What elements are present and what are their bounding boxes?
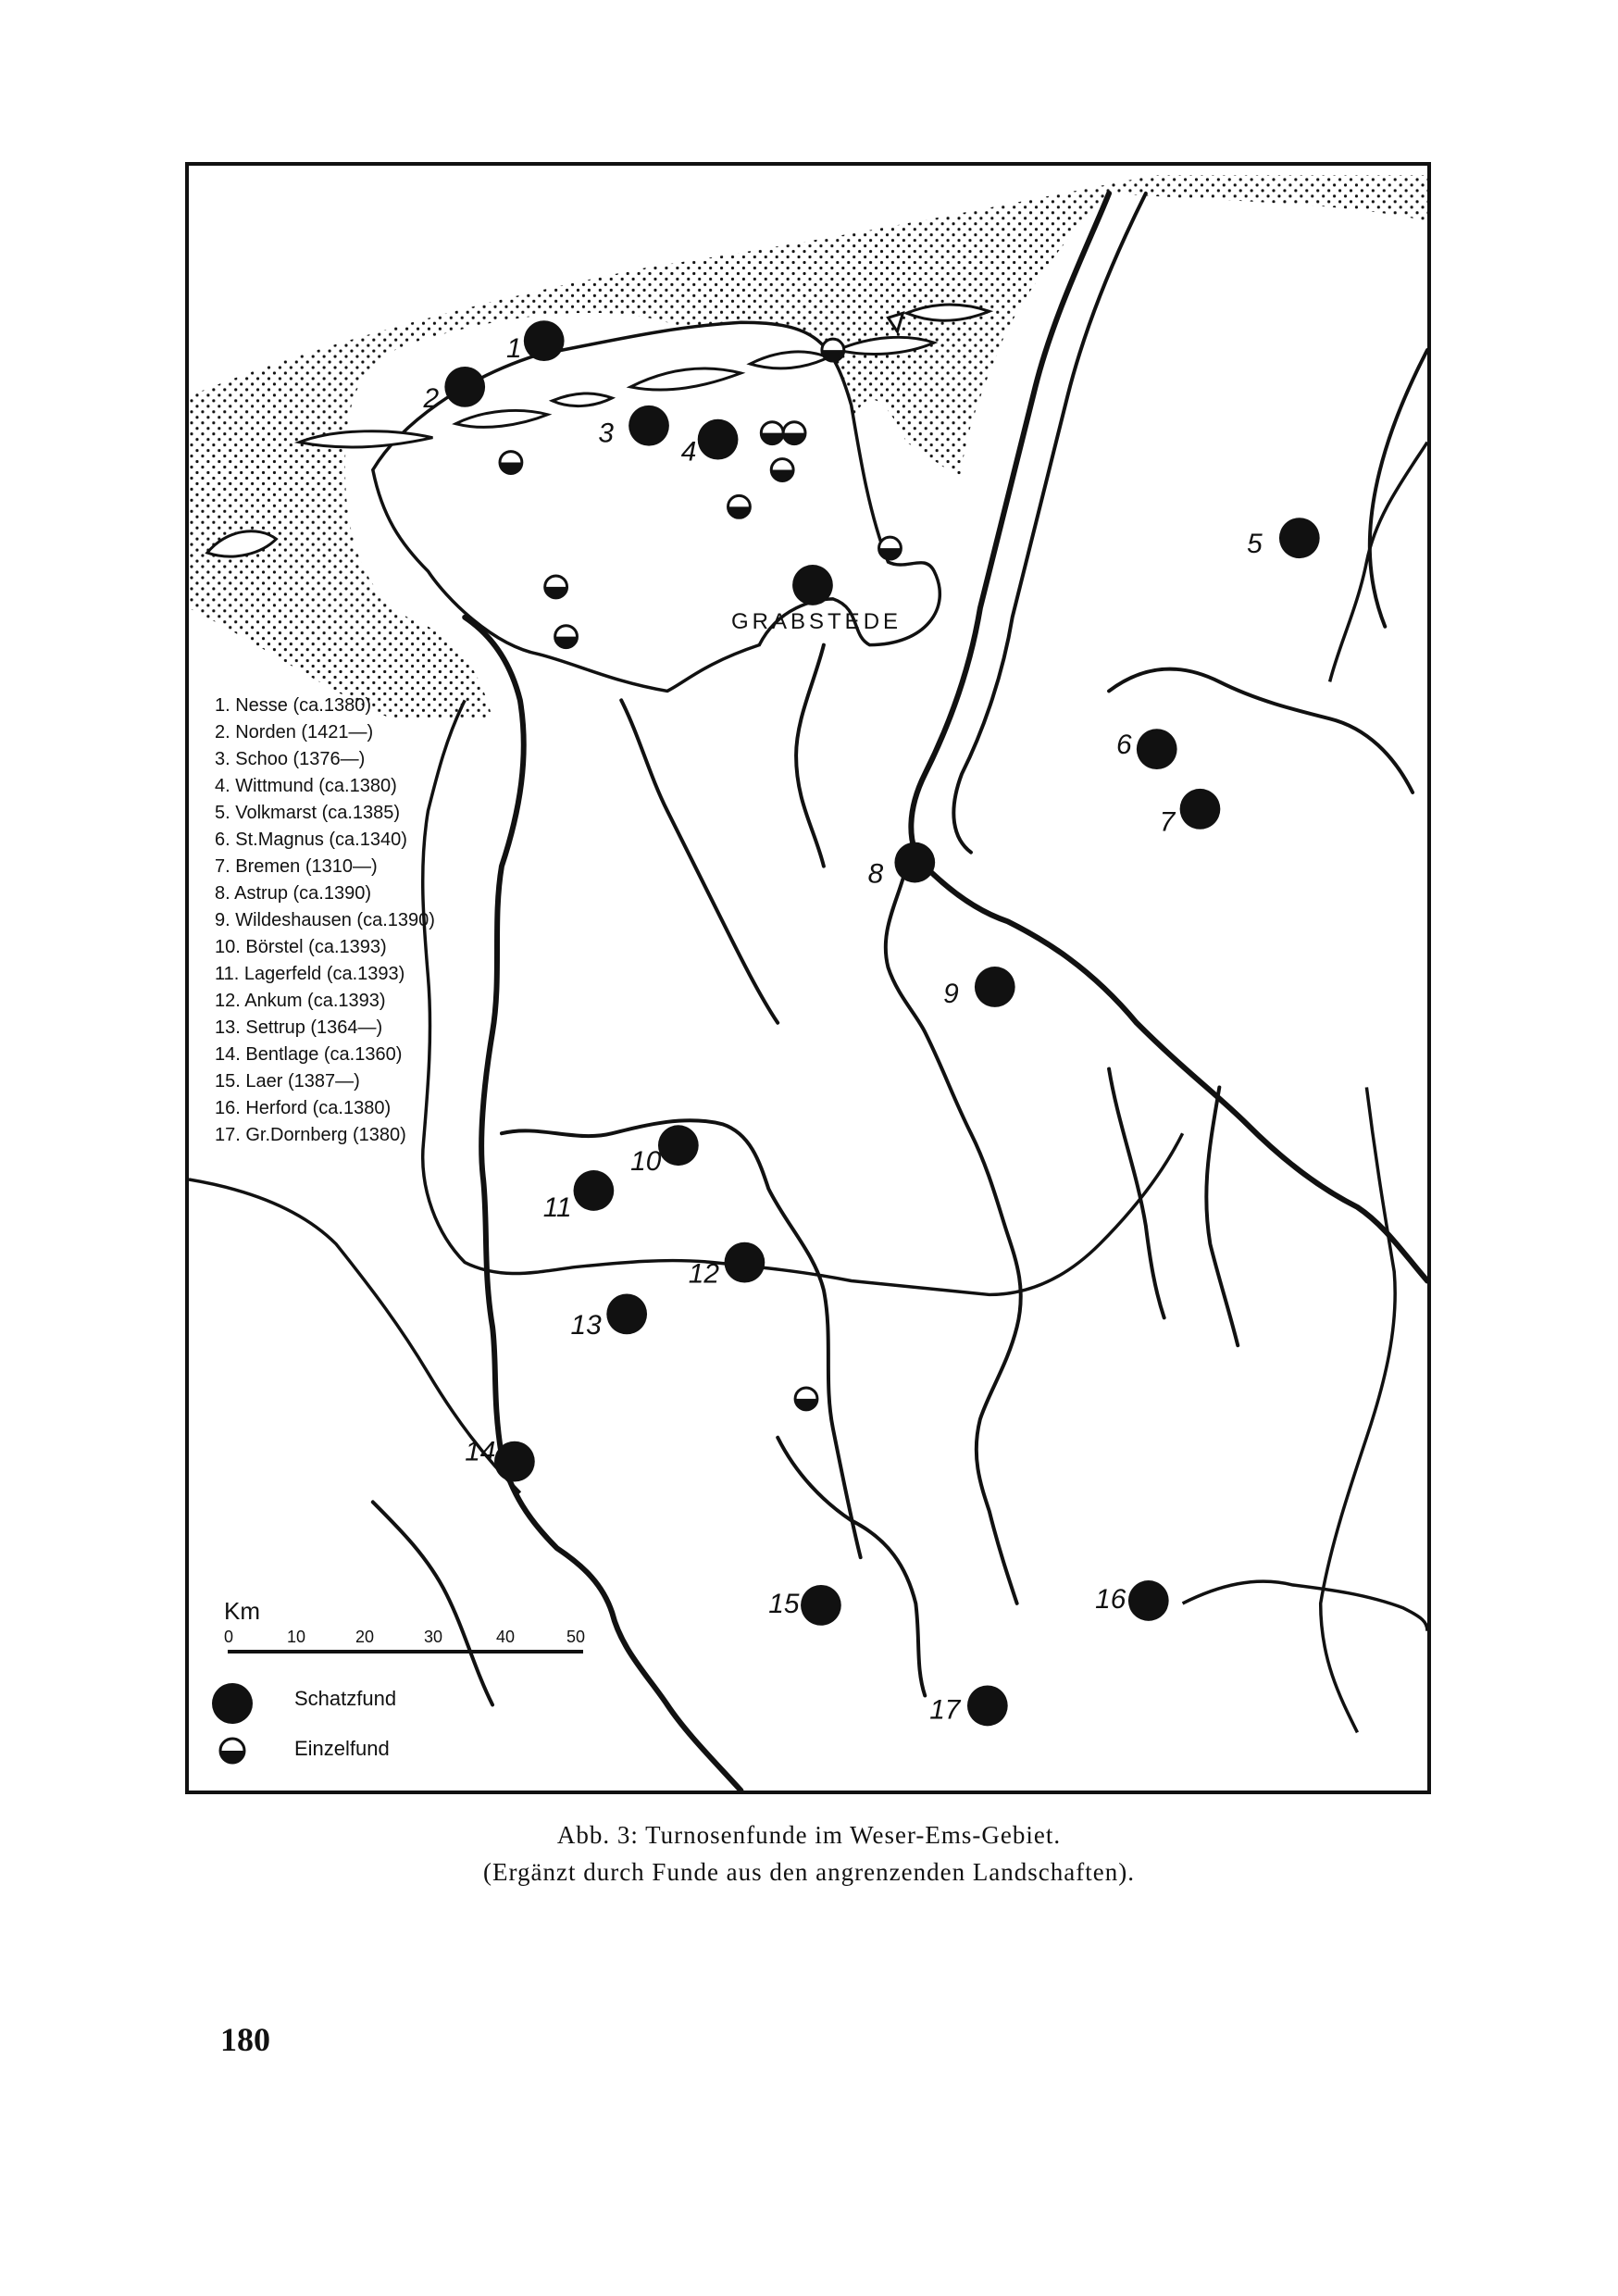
single-find-marker[interactable] [728,495,751,518]
single-find-marker[interactable] [761,422,783,444]
caption-line: (Ergänzt durch Funde aus den angrenzenden Landschaften). [483,1858,1135,1886]
marker-label: 3 [598,418,614,449]
hoard-marker[interactable] [967,1686,1008,1727]
hoard-marker[interactable] [801,1585,841,1626]
legend-item: 14. Bentlage (ca.1360) [215,1044,403,1065]
hase-river [502,1120,861,1557]
marker-label: 5 [1247,529,1263,560]
key-label-hoard: Schatzfund [294,1687,397,1710]
scale-tick: 0 [224,1628,234,1646]
legend-item: 6. St.Magnus (ca.1340) [215,830,407,850]
legend-item: 11. Lagerfeld (ca.1393) [215,964,405,984]
hoard-marker[interactable] [658,1125,699,1166]
scale-unit: Km [224,1597,260,1625]
key-label-single: Einzelfund [294,1737,390,1760]
scale-tick: 30 [424,1628,443,1646]
marker-label: 12 [688,1258,719,1290]
legend-item: 16. Herford (ca.1380) [215,1098,392,1118]
east-river [1109,1069,1164,1318]
marker-label: 17 [929,1694,961,1726]
hoard-marker[interactable] [524,320,565,361]
single-find-marker[interactable] [545,576,567,598]
marker-label: 14 [465,1436,496,1467]
marker-label: 6 [1116,730,1132,761]
hoard-marker[interactable] [698,419,739,460]
hoard-marker[interactable] [494,1441,535,1482]
southeast-border [1183,1581,1427,1631]
single-find-key-icon [217,1735,248,1766]
legend-item: 4. Wittmund (ca.1380) [215,776,397,796]
hoard-marker[interactable] [894,842,935,883]
scale-tick: 20 [355,1628,375,1646]
legend-item: 5. Volkmarst (ca.1385) [215,803,401,823]
legend-item: 10. Börstel (ca.1393) [215,937,387,957]
hoard-marker[interactable] [975,967,1015,1007]
legend-item: 12. Ankum (ca.1393) [215,991,386,1011]
figure-caption [0,1816,1618,1890]
marker-label: 10 [630,1146,662,1178]
hoard-marker[interactable] [1279,518,1320,558]
single-find-marker[interactable] [555,626,578,648]
hoard-marker[interactable] [1137,729,1177,769]
legend-item: 8. Astrup (ca.1390) [215,883,371,904]
hoard-marker[interactable] [574,1170,615,1211]
caption-line: Abb. 3: Turnosenfunde im Weser-Ems-Gebiet. [556,1821,1062,1849]
hoard-marker[interactable] [1128,1580,1169,1621]
scale-tick: 40 [496,1628,516,1646]
legend-item: 7. Bremen (1310—) [215,856,378,877]
marker-label: 8 [867,858,884,890]
hoard-marker[interactable] [1180,789,1221,830]
legend-item: 1. Nesse (ca.1380) [215,695,371,716]
single-find-marker[interactable] [822,339,844,361]
north-river [621,700,778,1022]
marker-label: 1 [505,333,522,365]
hoard-marker[interactable] [792,565,833,605]
page-number: 180 [220,2021,270,2058]
south-river [373,1502,492,1704]
place-label-grabstede: GRABSTEDE [731,609,902,634]
legend-item: 9. Wildeshausen (ca.1390) [215,910,435,930]
legend-item: 15. Laer (1387—) [215,1071,360,1092]
scale-bar [228,1650,583,1653]
marker-label: 9 [943,978,959,1009]
map-legend-list [215,693,435,1149]
hoard-marker[interactable] [629,406,669,446]
marker-label: 7 [1159,806,1176,838]
scale-tick: 50 [566,1628,586,1646]
hoard-marker[interactable] [606,1293,647,1334]
hoard-key-icon [209,1680,255,1727]
single-find-marker[interactable] [795,1388,817,1410]
marker-label: 4 [680,436,697,468]
marker-label: 11 [542,1192,572,1223]
north-river [796,645,824,867]
marker-label: 15 [768,1588,800,1619]
legend-item: 2. Norden (1421—) [215,722,374,742]
single-find-marker[interactable] [500,452,522,474]
legend-item: 17. Gr.Dornberg (1380) [215,1125,406,1145]
legend-item: 3. Schoo (1376—) [215,749,366,769]
marker-label: 2 [423,382,440,414]
legend-item: 13. Settrup (1364—) [215,1017,383,1038]
single-find-marker[interactable] [879,537,902,559]
scale-tick: 10 [287,1628,306,1646]
east-border [1321,1087,1395,1732]
hoard-marker[interactable] [725,1242,765,1283]
south-river [778,1438,925,1696]
hoard-marker[interactable] [444,367,485,407]
territory-border [423,700,1183,1294]
single-find-marker[interactable] [783,422,805,444]
single-find-marker[interactable] [771,459,793,481]
marker-label: 13 [570,1310,602,1341]
marker-label: 16 [1095,1583,1126,1615]
east-river [1206,1087,1238,1345]
